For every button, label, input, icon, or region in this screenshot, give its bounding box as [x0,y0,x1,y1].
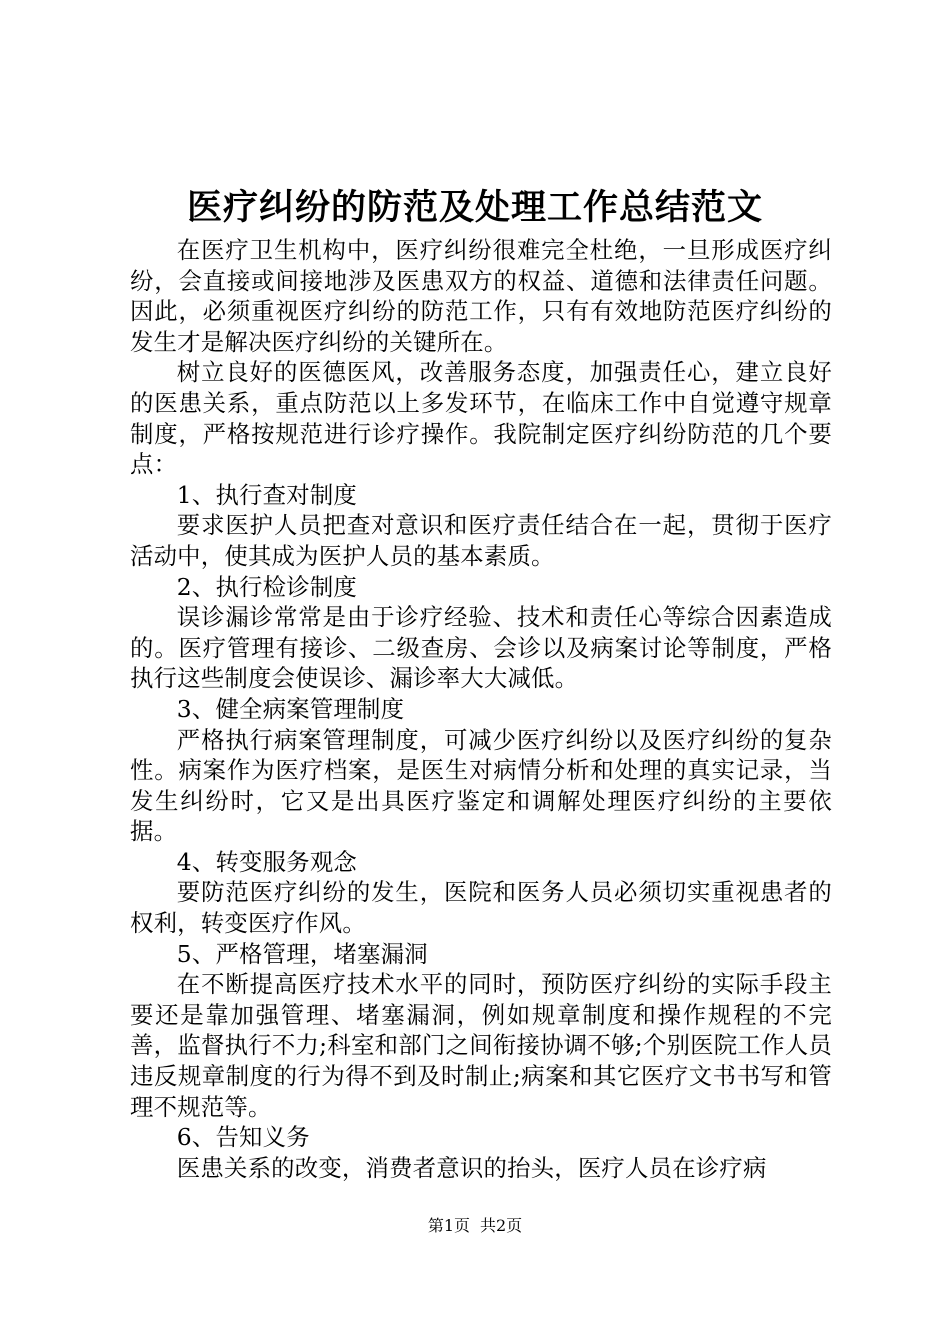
paragraph: 在医疗卫生机构中，医疗纠纷很难完全杜绝，一旦形成医疗纠纷，会直接或间接地涉及医患双方的权益、道德和法律责任问题。因此，必须重视医疗纠纷的防范工作，只有有效地防范医疗纠纷的发生才是解决医疗纠纷的关键所在。 [130,236,832,356]
section-heading: 4、转变服务观念 [176,847,358,876]
paragraph: 误诊漏诊常常是由于诊疗经验、技术和责任心等综合因素造成的。医疗管理有接诊、二级查房、会诊以及病案讨论等制度，严格执行这些制度会使误诊、漏诊率大大减低。 [130,603,832,693]
section-heading: 6、告知义务 [176,1123,310,1152]
page-total: 共2页 [480,1216,523,1235]
paragraph: 树立良好的医德医风，改善服务态度，加强责任心，建立良好的医患关系，重点防范以上多发环节，在临床工作中自觉遵守规章制度，严格按规范进行诊疗操作。我院制定医疗纠纷防范的几个要点： [130,358,832,479]
paragraph: 严格执行病案管理制度，可减少医疗纠纷以及医疗纠纷的复杂性。病案作为医疗档案，是医生对病情分析和处理的真实记录，当发生纠纷时，它又是出具医疗鉴定和调解处理医疗纠纷的主要依据。 [130,725,832,846]
document-title: 医疗纠纷的防范及处理工作总结范文 [186,187,763,228]
section-heading: 5、严格管理，堵塞漏洞 [176,939,428,968]
section-heading: 1、执行查对制度 [176,480,358,509]
page-number: 第1页 [427,1216,470,1235]
document-body [130,235,832,1183]
section-heading: 2、执行检诊制度 [176,572,358,601]
section-heading: 3、健全病案管理制度 [176,694,405,723]
paragraph: 在不断提高医疗技术水平的同时，预防医疗纠纷的实际手段主要还是靠加强管理、堵塞漏洞，例如规章制度和操作规程的不完善，监督执行不力;科室和部门之间衔接协调不够;个别医院工作人员违反规章制度的行为得不到及时制止;病案和其它医疗文书书写和管理不规范等。 [130,970,832,1121]
paragraph: 医患关系的改变，消费者意识的抬头，医疗人员在诊疗病 [176,1153,767,1182]
page-footer [0,1216,950,1236]
paragraph: 要防范医疗纠纷的发生，医院和医务人员必须切实重视患者的权利，转变医疗作风。 [130,878,832,938]
paragraph: 要求医护人员把查对意识和医疗责任结合在一起，贯彻于医疗活动中，使其成为医护人员的基本素质。 [130,511,832,570]
